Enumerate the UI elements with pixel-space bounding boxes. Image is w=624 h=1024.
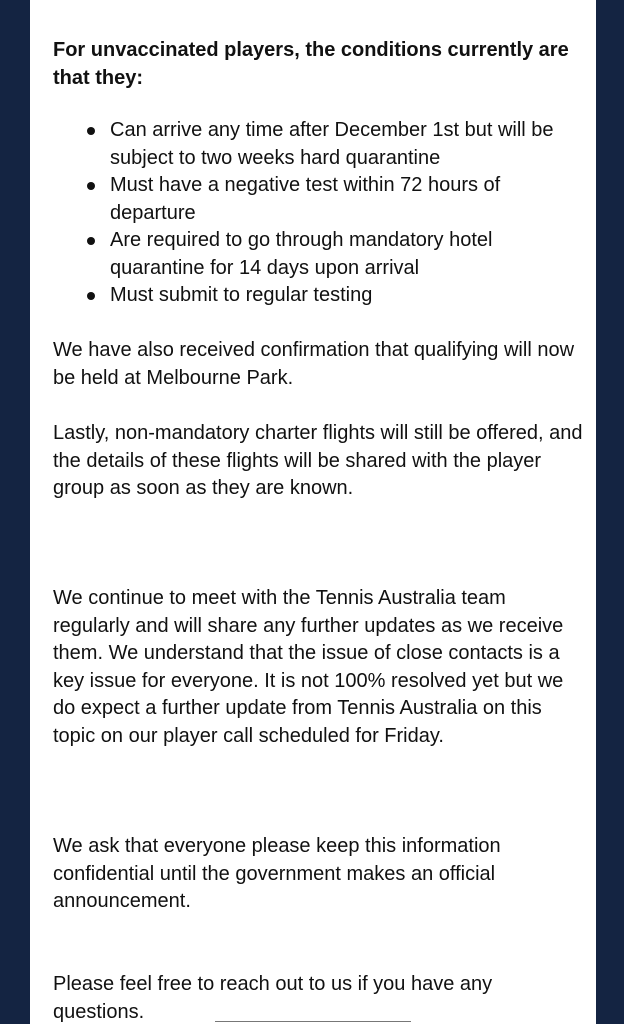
list-item bbox=[53, 117, 583, 172]
paragraph-contact: Please feel free to reach out to us if you have any questions. bbox=[53, 973, 493, 1023]
document-page bbox=[30, 0, 596, 1024]
bullet-icon bbox=[87, 237, 95, 245]
paragraph-qualifying: We have also received confirmation that qualifying will now be held at Melbourne Park. bbox=[53, 339, 575, 389]
bullet-icon bbox=[87, 182, 95, 190]
bullet-icon bbox=[87, 292, 95, 300]
list-item bbox=[53, 172, 583, 227]
list-item-text: Can arrive any time after December 1st but will be subject to two weeks hard quarantine bbox=[110, 119, 554, 169]
bullet-icon bbox=[87, 127, 95, 135]
list-item-text: Are required to go through mandatory hotel quarantine for 14 days upon arrival bbox=[110, 229, 493, 279]
list-item-text: Must have a negative test within 72 hours of departure bbox=[110, 174, 501, 224]
list-item bbox=[53, 227, 583, 282]
list-item-text: Must submit to regular testing bbox=[110, 284, 373, 306]
paragraph-charter-flights: Lastly, non-mandatory charter flights will still be offered, and the details of these flights will be shared with the player group as soon as they are known. bbox=[53, 422, 583, 499]
paragraph-updates: We continue to meet with the Tennis Australia team regularly and will share any further updates as we receive them. We understand that the issue of close contacts is a key issue for everyone. It is not 100% resolved yet but we do expect a further update from Tennis Australia on this topic on our player call scheduled for Friday. bbox=[53, 587, 564, 747]
paragraph-confidential: We ask that everyone please keep this information confidential until the government makes an official announcement. bbox=[53, 835, 501, 912]
section-heading: For unvaccinated players, the conditions currently are that they: bbox=[53, 39, 569, 89]
conditions-list bbox=[53, 117, 583, 310]
divider bbox=[215, 1021, 411, 1022]
list-item bbox=[53, 282, 583, 310]
